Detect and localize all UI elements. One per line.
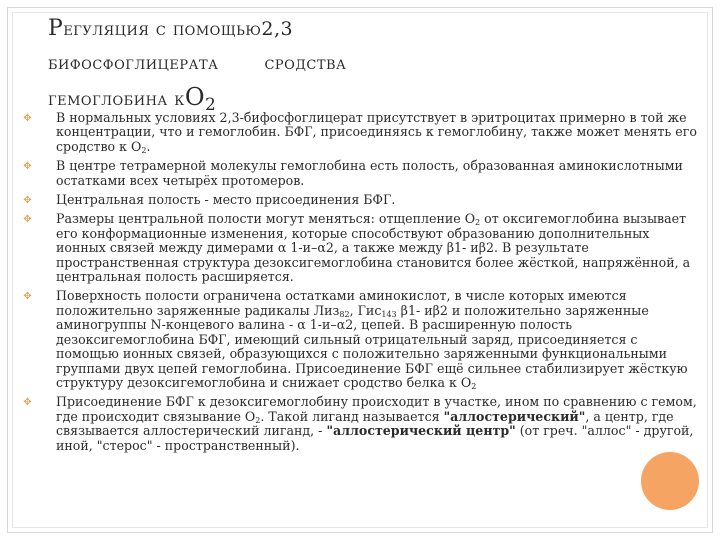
bullet-6-text: Присоединение БФГ к дезоксигемоглобину происходит в участке, ином по сравнению с гемом, где происходит связывание О bbox=[56, 394, 697, 424]
diamond-bullet-icon: ✥ bbox=[23, 214, 32, 226]
bold-term-allosteric: "аллостерический" bbox=[443, 408, 586, 424]
bullet-5-text: Поверхность полости ограничена остатками аминокислот, в числе которых имеются положительно заряженные радикалы Лиз bbox=[56, 288, 627, 318]
subscript: 2 bbox=[471, 381, 477, 391]
subscript: 82 bbox=[339, 309, 350, 319]
diamond-bullet-icon: ✥ bbox=[23, 195, 32, 207]
title-oxygen-subscript: 2 bbox=[205, 95, 217, 115]
subscript: 2 bbox=[255, 415, 261, 425]
subscript: 2 bbox=[475, 218, 481, 228]
bullet-4-text-end: от оксигемоглобина вызывает его конформационные изменения, которые способствуют образованию дополнительных ионных связей между димерами α 1-и–α2, а также между β1- иβ2. В результате пространственная структура дезоксигемоглобина становится более жёсткой, напряжённой, а центральная полость расширяется. bbox=[56, 211, 691, 285]
bullet-item-1 bbox=[22, 111, 698, 154]
bullet-6-text-end: (от греч. "аллос" - другой, иной, "стерос" - пространственный). bbox=[56, 423, 694, 453]
title-line-2-word-2: сродства bbox=[264, 52, 347, 74]
title-line-2-word-1: бифосфоглицерата bbox=[48, 52, 219, 74]
bullet-item-5 bbox=[22, 289, 698, 390]
bold-term-allosteric-center: "аллостерический центр" bbox=[326, 423, 516, 439]
bullet-1-text-end: . bbox=[146, 138, 151, 154]
bullet-item-6 bbox=[22, 395, 698, 453]
title-line-1 bbox=[48, 12, 608, 46]
diamond-bullet-icon: ✥ bbox=[23, 113, 32, 124]
title-capital-letter: Р bbox=[48, 16, 64, 41]
bullet-2-text: В центре тетрамерной молекулы гемоглобина есть полость, образованная аминокислотными остатками всех четырёх протомеров. bbox=[56, 158, 683, 188]
bullet-6-text-mid: . Такой лиганд называется bbox=[260, 408, 444, 424]
bullet-5-text-end: β1- иβ2 и положительно заряженные аминогруппы N-концевого валина - α 1-и–α2, цепей. В расширенную полость дезоксигемоглобина БФГ, имеющий сильный отрицательный заряд, присоединяется с помощью ионных связей, образующихся с положительно заряженными функциональными группами двух цепей гемоглобина. Присоединение БФГ ещё сильнее стабилизирует жёсткую структуру дезоксигемоглобина и снижает сродство белка к О bbox=[56, 302, 688, 390]
bullet-5-text-mid: , Гис bbox=[349, 302, 382, 318]
bullet-6-text-mid2: , а центр, где связывается аллостерический лиганд, - bbox=[56, 408, 674, 439]
title-oxygen-symbol: О bbox=[184, 83, 206, 111]
bullet-item-4 bbox=[22, 212, 698, 284]
bullet-item-2 bbox=[22, 159, 698, 188]
diamond-bullet-icon: ✥ bbox=[23, 397, 32, 409]
bullet-3-text: Центральная полость - место присоединения БФГ. bbox=[56, 192, 396, 208]
title-line-2 bbox=[48, 46, 608, 80]
title-line-3-text: гемоглобина к bbox=[48, 88, 185, 110]
bullet-1-text: В нормальных условиях 2,3-бифосфоглицерат присутствует в эритроцитах примерно в той же концентрации, что и гемоглобин. БФГ, присоединяясь к гемоглобину, также может менять его сродство к О bbox=[56, 110, 697, 154]
diamond-bullet-icon: ✥ bbox=[23, 161, 32, 173]
bullet-4-text: Размеры центральной полости могут меняться: отщепление О bbox=[56, 211, 476, 227]
bullet-list bbox=[22, 111, 698, 458]
orange-circle-decoration bbox=[641, 452, 699, 510]
bullet-item-3 bbox=[22, 193, 698, 207]
title-line-1-text: егуляция с помощью bbox=[63, 18, 262, 40]
diamond-bullet-icon: ✥ bbox=[23, 291, 32, 303]
title-number: 2,3 bbox=[261, 18, 294, 40]
subscript: 143 bbox=[381, 309, 397, 319]
subscript: 2 bbox=[141, 145, 147, 155]
slide-title bbox=[48, 12, 608, 122]
